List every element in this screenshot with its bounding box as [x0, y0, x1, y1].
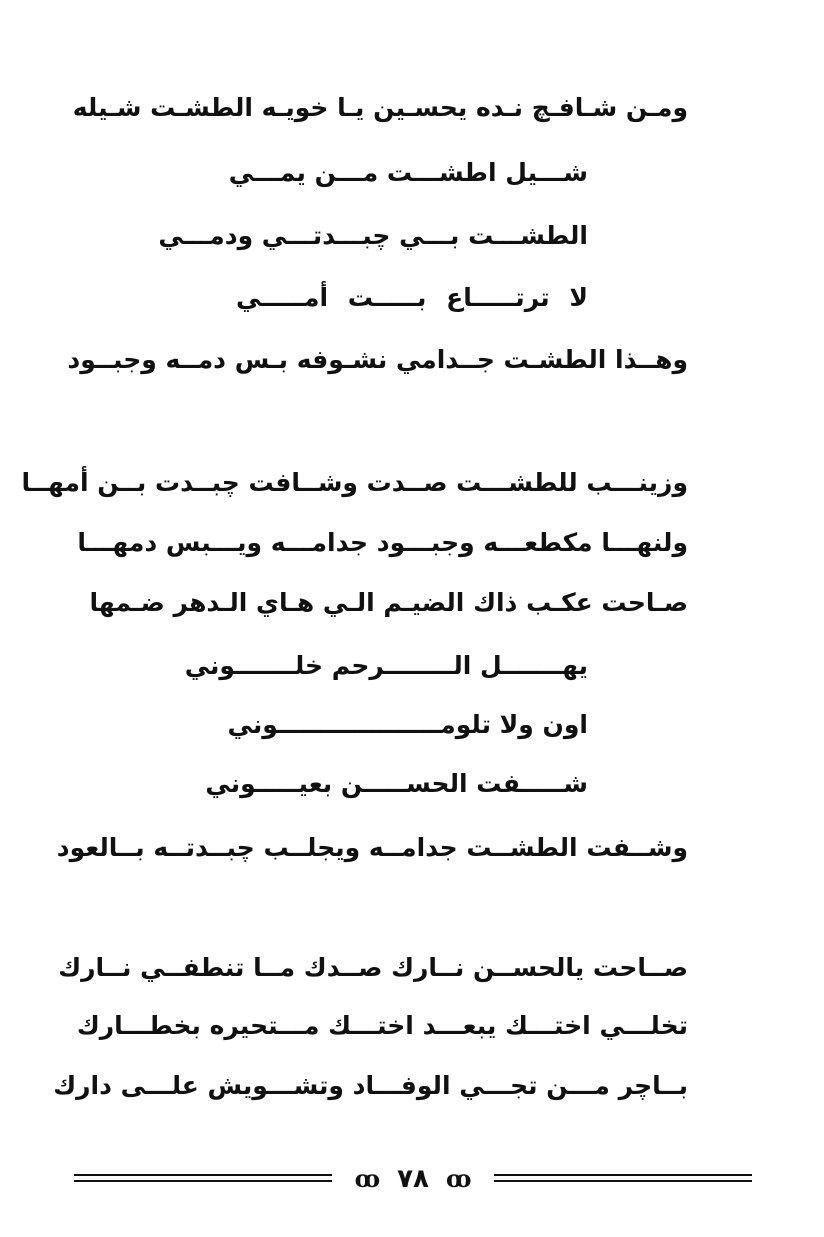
verse-line: يهـــــــل الــــــــرحم خلـــــــوني: [184, 651, 588, 680]
footer-rule-left: [74, 1174, 332, 1182]
verse-line: وهــذا الطشـت جــدامي نشـوفه بـس دمــه وجبــود: [67, 345, 688, 374]
verse-line: صــاحت يالحســن نــارك صــدك مــا تنطفــي نــارك: [58, 953, 688, 982]
page-footer: [74, 1158, 752, 1198]
page-number: [338, 1158, 488, 1199]
verse-line: تخلـــي اختـــك يبعـــد اختـــك مـــتحيره بخطـــارك: [76, 1011, 688, 1040]
verse-line: وشــفت الطشــت جدامــه ويجلــب چبــدتــه بــالعود: [56, 833, 688, 862]
verse-line: صـاحت عكـب ذاك الضيـم الـي هـاي الـدهر ضـمها: [89, 588, 688, 617]
footer-rule-right: [494, 1174, 752, 1182]
verse-line: ولنهـــا مكطعـــه وجبـــود جدامـــه ويـــبس دمهـــا: [77, 528, 688, 557]
verse-line: وزينـــب للطشـــت صــدت وشــافت چبــدت بــن أمهــا: [21, 468, 688, 497]
verse-line: شـــــفت الحســـــن بعيـــــوني: [205, 769, 588, 798]
verse-line: ومـن شـافـچ نـده يحسـين يـا خويـه الطشـت شـيله: [72, 93, 688, 122]
ornament-left-icon: ꝏ: [354, 1163, 381, 1193]
verse-line: بــاچر مـــن تجـــي الوفـــاد وتشـــويش علـــى دارك: [53, 1071, 688, 1100]
verse-line: شـــيل اطشـــت مـــن يمـــي: [228, 158, 588, 187]
verse-line: لا ترتـــــاع بـــــت أمـــــي: [236, 283, 588, 312]
verse-line: اون ولا تلومـــــــــــــــــــوني: [227, 710, 588, 739]
page-number-value: ٧٨: [397, 1163, 429, 1194]
ornament-right-icon: ꝏ: [445, 1163, 472, 1193]
verse-line: الطشـــت بـــي چبـــدتـــي ودمـــي: [158, 221, 588, 250]
